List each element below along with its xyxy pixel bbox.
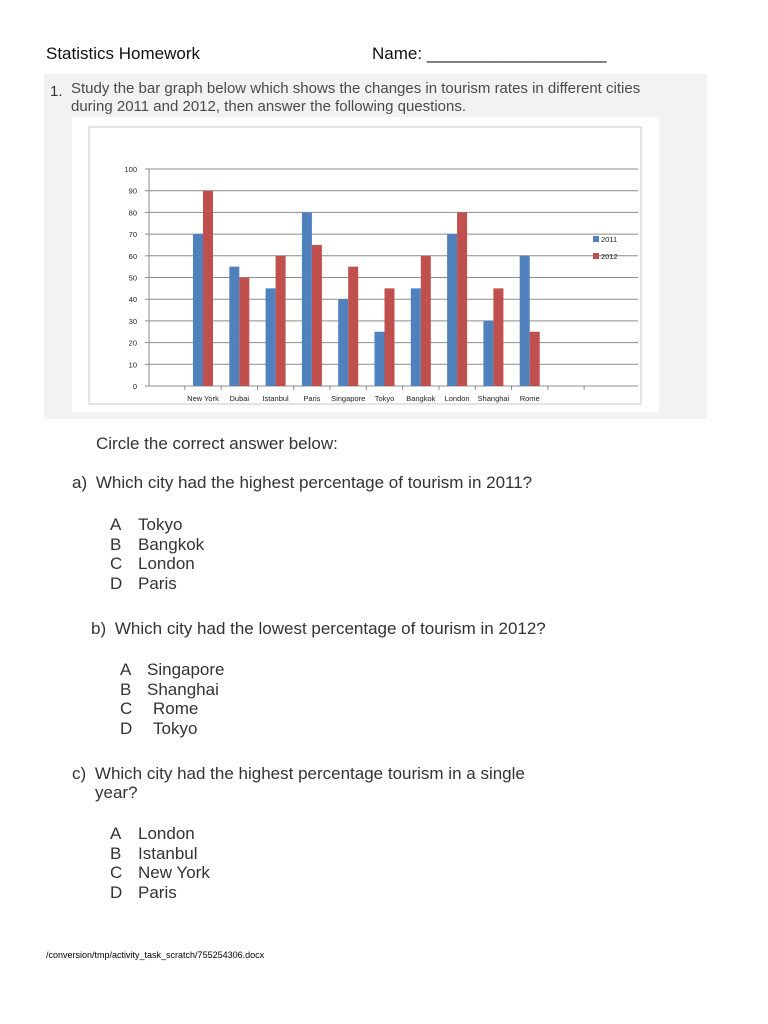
x-tick-label: London: [444, 394, 470, 403]
option-letter: C: [120, 699, 133, 718]
option-text: Istanbul: [138, 844, 198, 863]
tourism-bar-chart: [72, 117, 659, 412]
question-1-number: 1.: [50, 83, 63, 100]
bar-2011-shanghai: [483, 321, 493, 386]
question-1-line1: Study the bar graph below which shows the changes in tourism rates in different cities: [71, 80, 641, 97]
y-tick-label: 20: [128, 338, 137, 348]
question-c: [72, 764, 525, 784]
y-tick-label: 70: [128, 230, 137, 240]
question-b-text: Which city had the lowest percentage of tourism in 2012?: [114, 619, 546, 638]
option-a-A[interactable]: [110, 515, 182, 535]
option-a-B[interactable]: [110, 535, 204, 555]
question-b: [91, 619, 546, 639]
y-tick-label: 90: [128, 186, 137, 196]
y-tick-label: 0: [132, 382, 137, 391]
option-text: Shanghai: [147, 680, 219, 699]
bar-2012-rome: [530, 332, 540, 386]
x-tick-label: Bangkok: [406, 394, 436, 403]
option-b-C[interactable]: [120, 699, 198, 719]
bar-2011-istanbul: [266, 288, 276, 386]
option-letter: A: [120, 660, 132, 679]
question-a-label: a): [72, 473, 88, 492]
option-text: London: [138, 554, 195, 573]
bar-2011-dubai: [229, 267, 239, 386]
x-tick-label: Paris: [303, 394, 321, 403]
option-text: Bangkok: [138, 535, 205, 554]
option-text: Tokyo: [153, 719, 198, 738]
question-c-text-line2: year?: [95, 783, 138, 802]
option-c-B[interactable]: [110, 844, 198, 864]
y-tick-label: 30: [128, 316, 137, 326]
option-letter: B: [120, 680, 132, 699]
bar-2011-paris: [302, 212, 312, 386]
bar-2011-rome: [520, 256, 530, 386]
legend-label-2011: 2011: [601, 235, 618, 244]
y-tick-label: 60: [128, 251, 137, 261]
option-b-B[interactable]: [120, 680, 219, 700]
bar-2012-paris: [312, 245, 322, 386]
option-c-C[interactable]: [110, 863, 210, 883]
question-1-text: [71, 80, 640, 116]
bar-2011-bangkok: [411, 288, 421, 386]
option-text: Rome: [153, 699, 199, 718]
x-tick-label: New York: [187, 394, 219, 403]
option-text: New York: [138, 863, 210, 882]
option-letter: C: [110, 554, 123, 573]
page-title: Statistics Homework: [46, 44, 200, 63]
x-tick-label: Tokyo: [374, 394, 395, 403]
bar-2012-bangkok: [421, 256, 431, 386]
bar-2012-london: [457, 212, 467, 386]
question-c-text: Which city had the highest percentage tourism in a single: [94, 764, 525, 783]
bar-2012-istanbul: [276, 256, 286, 386]
x-tick-label: Istanbul: [262, 394, 289, 403]
option-letter: D: [110, 883, 123, 902]
instructions: Circle the correct answer below:: [96, 434, 338, 453]
option-letter: B: [110, 535, 122, 554]
legend-swatch-2012: [593, 253, 599, 259]
name-field[interactable]: Name: ___________________: [372, 44, 607, 63]
option-text: London: [138, 824, 195, 843]
x-tick-label: Singapore: [331, 394, 366, 403]
question-a-text: Which city had the highest percentage of tourism in 2011?: [95, 473, 533, 492]
file-path-footer: /conversion/tmp/activity_task_scratch/755254306.docx: [46, 950, 265, 960]
chart-container: [72, 117, 659, 412]
bar-2012-dubai: [239, 278, 249, 387]
option-text: Singapore: [147, 660, 225, 679]
legend-swatch-2011: [593, 236, 599, 242]
option-a-D[interactable]: [110, 574, 177, 594]
option-text: Tokyo: [138, 515, 183, 534]
legend-label-2012: 2012: [601, 252, 618, 261]
option-letter: B: [110, 844, 122, 863]
bar-2011-london: [447, 234, 457, 386]
x-tick-label: Rome: [519, 394, 540, 403]
option-c-A[interactable]: [110, 824, 195, 844]
option-b-A[interactable]: [120, 660, 225, 680]
option-a-C[interactable]: [110, 554, 195, 574]
question-1-line2: during 2011 and 2012, then answer the following questions.: [71, 98, 467, 115]
bar-2011-singapore: [338, 299, 348, 386]
option-text: Paris: [138, 574, 177, 593]
bar-2012-shanghai: [493, 288, 503, 386]
x-tick-label: Dubai: [229, 394, 250, 403]
option-b-D[interactable]: [120, 719, 197, 739]
question-b-label: b): [91, 619, 107, 638]
x-tick-label: Shanghai: [477, 394, 510, 403]
option-letter: D: [120, 719, 133, 738]
bar-2012-singapore: [348, 267, 358, 386]
bar-2011-tokyo: [375, 332, 385, 386]
option-letter: A: [110, 824, 122, 843]
bar-2011-new-york: [193, 234, 203, 386]
question-c-label: c): [72, 764, 87, 783]
bar-2012-new-york: [203, 191, 213, 386]
y-tick-label: 10: [128, 360, 137, 370]
y-tick-label: 40: [128, 295, 137, 305]
question-a: [72, 473, 532, 493]
option-letter: D: [110, 574, 123, 593]
option-letter: C: [110, 863, 123, 882]
option-letter: A: [110, 515, 122, 534]
option-c-D[interactable]: [110, 883, 177, 903]
y-tick-label: 50: [128, 273, 137, 283]
y-tick-label: 100: [124, 165, 137, 174]
y-tick-label: 80: [128, 208, 137, 218]
bar-2012-tokyo: [385, 288, 395, 386]
option-text: Paris: [138, 883, 177, 902]
